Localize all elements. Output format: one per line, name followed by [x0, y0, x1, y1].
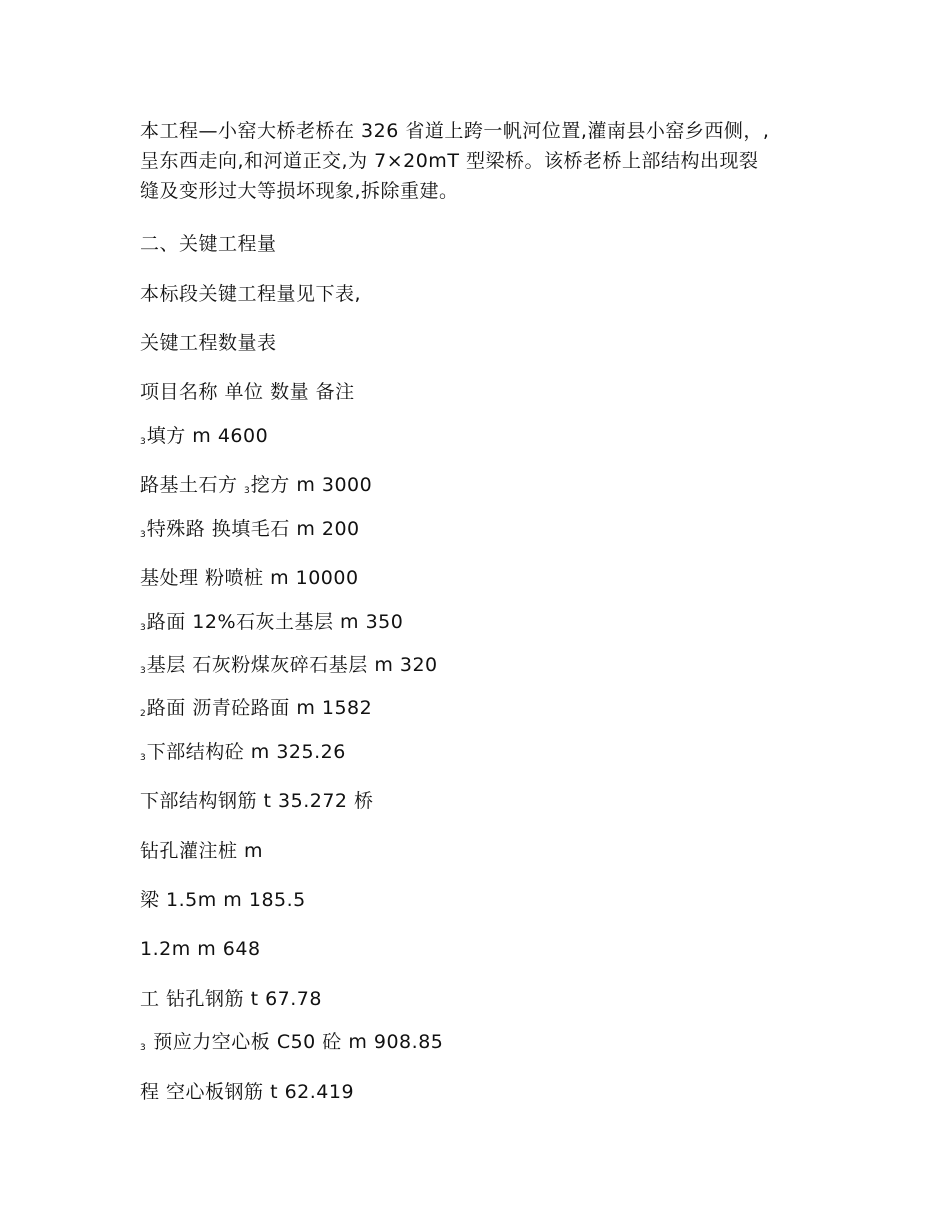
- intro-line-3: 缝及变形过大等损坏现象,拆除重建。: [140, 180, 459, 202]
- table-row: [140, 422, 268, 456]
- table-row: [140, 1028, 443, 1062]
- row-text: 程 空心板钢筋 t 62.419: [140, 1081, 355, 1103]
- table-row: [140, 787, 374, 815]
- table-row: [140, 471, 372, 505]
- table-title: 关键工程数量表: [140, 332, 277, 354]
- unit-superscript: 3: [140, 623, 146, 633]
- row-text: 基处理 粉喷桩 m 10000: [140, 567, 359, 589]
- table-row: [140, 651, 438, 685]
- row-text: 特殊路 换填毛石 m 200: [146, 518, 360, 540]
- intro-line-1: 本工程—小窑大桥老桥在 326 省道上跨一帆河位置,灌南县小窑乡西侧，,: [140, 120, 770, 142]
- unit-superscript: 3: [140, 437, 146, 447]
- unit-superscript: 3: [140, 1043, 146, 1053]
- row-text: 基层 石灰粉煤灰碎石基层 m 320: [146, 654, 438, 676]
- table-header: 项目名称 单位 数量 备注: [140, 381, 355, 403]
- row-text: 梁 1.5m m 185.5: [140, 889, 306, 911]
- table-row: [140, 694, 372, 728]
- row-text: 路面 沥青砼路面 m 1582: [146, 697, 373, 719]
- row-text: 1.2m m 648: [140, 938, 261, 960]
- row-text: 下部结构砼 m 325.26: [146, 741, 346, 763]
- row-text: 挖方 m 3000: [250, 474, 373, 496]
- table-row: [140, 564, 359, 592]
- section-heading: 二、关键工程量: [140, 233, 277, 255]
- row-text: 填方 m 4600: [146, 425, 269, 447]
- table-row: [140, 1078, 354, 1106]
- row-text: 预应力空心板 C50 砼 m 908.85: [146, 1031, 444, 1053]
- unit-superscript: 3: [140, 753, 146, 763]
- row-text: 钻孔灌注桩 m: [140, 840, 264, 862]
- row-text: 工 钻孔钢筋 t 67.78: [140, 988, 322, 1010]
- unit-superscript: 3: [140, 666, 146, 676]
- intro-paragraph: [140, 116, 820, 206]
- unit-superscript: 2: [140, 709, 146, 719]
- intro-line-2: 呈东西走向,和河道正交,为 7×20mT 型梁桥。该桥老桥上部结构出现裂: [140, 150, 759, 172]
- table-row: [140, 515, 360, 549]
- table-row: [140, 608, 403, 642]
- row-text: 下部结构钢筋 t 35.272 桥: [140, 790, 374, 812]
- unit-superscript: 3: [140, 530, 146, 540]
- row-text: 路基土石方: [140, 474, 245, 496]
- table-row: [140, 985, 322, 1013]
- table-row: [140, 886, 306, 914]
- unit-superscript: 3: [244, 486, 250, 496]
- row-text: 路面 12%石灰土基层 m 350: [146, 611, 404, 633]
- table-row: [140, 738, 346, 772]
- table-row: [140, 837, 263, 865]
- table-intro: 本标段关键工程量见下表,: [140, 283, 362, 305]
- table-row: [140, 935, 261, 963]
